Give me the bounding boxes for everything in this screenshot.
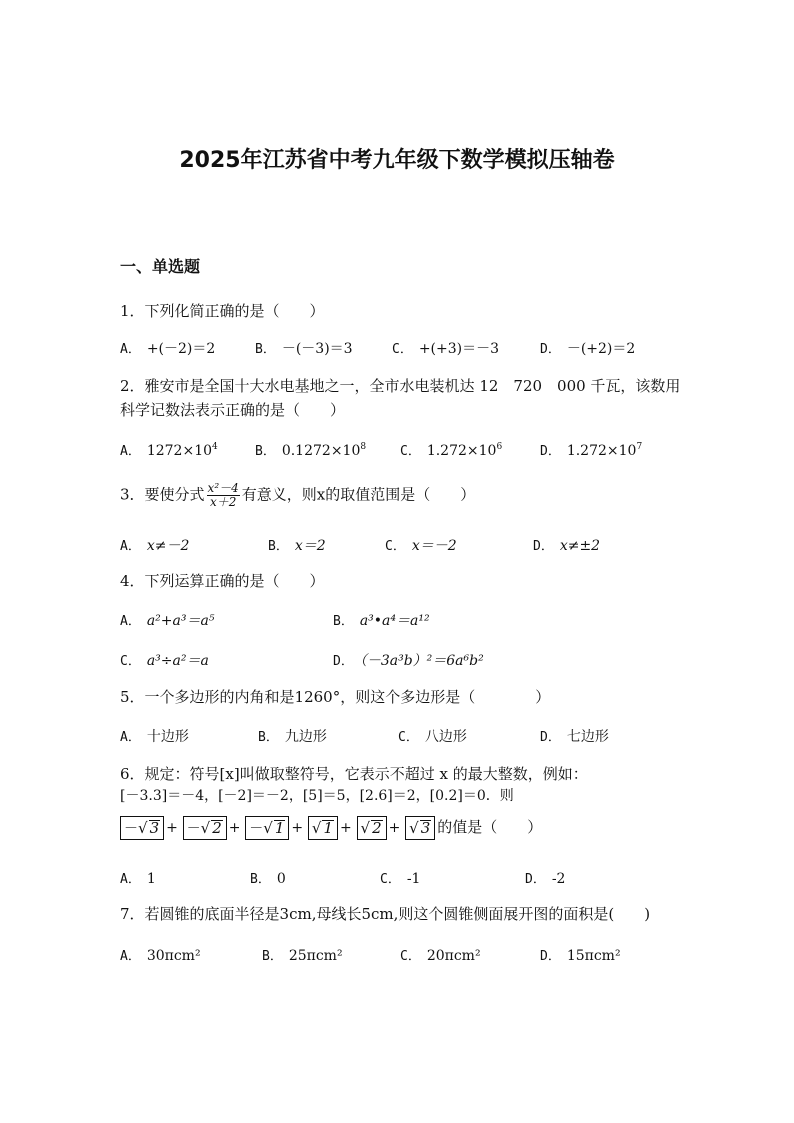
option-value: 九边形 bbox=[284, 729, 327, 745]
exponent: 8 bbox=[360, 442, 367, 452]
option-value: -2 bbox=[551, 871, 566, 887]
floor-bracket-close bbox=[223, 816, 227, 840]
stem-suffix: 有意义，则x的取值范围是（ ） bbox=[241, 485, 476, 504]
option-value: x≠±2 bbox=[559, 538, 601, 554]
question-3-stem bbox=[120, 482, 475, 509]
option-value: 1272×10 bbox=[146, 443, 213, 459]
option-label: B． bbox=[258, 730, 279, 745]
q1-option-d bbox=[540, 338, 635, 358]
q2-option-a bbox=[120, 440, 218, 459]
option-value: x＝－2 bbox=[411, 538, 457, 554]
floor-bracket: √ 3 bbox=[405, 816, 431, 840]
q4-option-b bbox=[333, 610, 430, 630]
option-value: 1 bbox=[146, 871, 156, 887]
q7-option-c bbox=[400, 945, 481, 964]
floor-bracket: －√ 3 bbox=[120, 816, 160, 840]
option-label: D． bbox=[525, 872, 546, 887]
question-2-line1: 2．雅安市是全国十大水电基地之一，全市水电装机达 12 720 000 千瓦，该数用 bbox=[120, 377, 681, 395]
option-value: 八边形 bbox=[424, 729, 467, 745]
floor-bracket: －√ 2 bbox=[183, 816, 223, 840]
option-value: 0.1272×10 bbox=[281, 443, 361, 459]
q5-option-a bbox=[120, 726, 189, 746]
option-value: a³÷a²＝a bbox=[146, 653, 209, 669]
option-label: A． bbox=[120, 730, 141, 745]
option-value: +(+3)＝－3 bbox=[418, 341, 500, 357]
q4-option-a bbox=[120, 610, 214, 630]
floor-bracket-close bbox=[285, 816, 289, 840]
option-value: 1.272×10 bbox=[566, 443, 637, 459]
q2-option-c bbox=[400, 440, 502, 459]
fraction-numerator: x²－4 bbox=[207, 481, 239, 495]
option-label: D． bbox=[540, 730, 561, 745]
option-label: A． bbox=[120, 614, 141, 629]
q2-option-b bbox=[255, 440, 366, 459]
floor-bracket: √ 1 bbox=[308, 816, 334, 840]
option-label: B． bbox=[333, 614, 354, 629]
q5-option-c bbox=[398, 726, 467, 746]
option-value: －(－3)＝3 bbox=[281, 341, 353, 357]
section-heading: 一、单选题 bbox=[120, 257, 201, 276]
option-label: A． bbox=[120, 949, 141, 964]
option-label: D． bbox=[540, 444, 561, 459]
option-value: 25πcm² bbox=[288, 948, 343, 964]
option-value: （－3a³b）²＝6a⁶b² bbox=[359, 653, 484, 669]
floor-bracket-close bbox=[431, 816, 435, 840]
option-value: a³•a⁴＝a¹² bbox=[359, 613, 430, 629]
option-value: x＝2 bbox=[294, 538, 326, 554]
option-label: B． bbox=[255, 444, 276, 459]
option-label: D． bbox=[333, 654, 354, 669]
stem-prefix: 3．要使分式 bbox=[120, 485, 205, 504]
q1-option-c bbox=[392, 338, 499, 358]
page-title: 2025年江苏省中考九年级下数学模拟压轴卷 bbox=[179, 148, 615, 173]
fraction bbox=[207, 482, 240, 509]
question-1-stem: 1．下列化简正确的是（ ） bbox=[120, 302, 325, 320]
q7-option-d bbox=[540, 945, 621, 964]
q6-option-c bbox=[380, 868, 420, 887]
option-value: 1.272×10 bbox=[426, 443, 497, 459]
option-value: 20πcm² bbox=[426, 948, 481, 964]
option-value: x≠－2 bbox=[146, 538, 190, 554]
q7-option-a bbox=[120, 945, 201, 964]
option-label: C． bbox=[400, 444, 421, 459]
option-label: A． bbox=[120, 539, 141, 554]
option-label: B． bbox=[262, 949, 283, 964]
q6-option-a bbox=[120, 868, 156, 887]
q5-option-d bbox=[540, 726, 609, 746]
option-value: -1 bbox=[406, 871, 421, 887]
option-label: A． bbox=[120, 872, 141, 887]
question-2-line2: 科学记数法表示正确的是（ ） bbox=[120, 401, 346, 419]
q2-option-d bbox=[540, 440, 642, 459]
question-7-stem: 7．若圆锥的底面半径是3cm,母线长5cm,则这个圆锥侧面展开图的面积是( ) bbox=[120, 905, 651, 923]
option-value: 七边形 bbox=[566, 729, 609, 745]
option-label: C． bbox=[120, 654, 141, 669]
option-label: A． bbox=[120, 342, 141, 357]
q6-option-b bbox=[250, 868, 286, 887]
exponent: 4 bbox=[212, 442, 218, 452]
option-label: B． bbox=[250, 872, 271, 887]
q1-option-a bbox=[120, 338, 215, 358]
q3-option-d bbox=[533, 535, 600, 554]
floor-bracket-close bbox=[383, 816, 387, 840]
option-label: C． bbox=[398, 730, 419, 745]
fraction-denominator: x＋2 bbox=[209, 495, 237, 509]
stem-suffix: 的值是（ ） bbox=[437, 818, 543, 836]
q3-option-b bbox=[268, 535, 326, 555]
option-label: C． bbox=[385, 539, 406, 554]
option-value: 十边形 bbox=[146, 729, 189, 745]
q4-option-c bbox=[120, 650, 209, 670]
option-value: －(+2)＝2 bbox=[566, 341, 636, 357]
option-label: D． bbox=[533, 539, 554, 554]
question-6-line2: [－3.3]＝－4，[－2]＝－2，[5]＝5，[2.6]＝2，[0.2]＝0．则 bbox=[120, 788, 514, 804]
option-label: B． bbox=[255, 342, 276, 357]
q1-option-b bbox=[255, 338, 353, 358]
option-label: D． bbox=[540, 342, 561, 357]
question-4-stem: 4．下列运算正确的是（ ） bbox=[120, 572, 325, 590]
option-label: D． bbox=[540, 949, 561, 964]
option-value: 0 bbox=[276, 871, 286, 887]
floor-bracket: －√ 1 bbox=[245, 816, 285, 840]
option-value: 15πcm² bbox=[566, 948, 621, 964]
floor-bracket: √ 2 bbox=[357, 816, 383, 840]
option-value: 30πcm² bbox=[146, 948, 201, 964]
option-label: B． bbox=[268, 539, 289, 554]
exponent: 7 bbox=[636, 442, 643, 452]
q4-option-d bbox=[333, 650, 484, 670]
exponent: 6 bbox=[496, 442, 503, 452]
question-6-expression: －√ 3 + －√ 2 + －√ 1 + √ 1 + √ 2 + √ 3 的值是（ ） bbox=[120, 816, 542, 840]
option-label: C． bbox=[400, 949, 421, 964]
q6-option-d bbox=[525, 868, 565, 887]
q3-option-c bbox=[385, 535, 457, 555]
floor-bracket-close bbox=[334, 816, 338, 840]
q3-option-a bbox=[120, 535, 189, 555]
question-6-line1: 6．规定：符号[x]叫做取整符号，它表示不超过 x 的最大整数，例如： bbox=[120, 765, 588, 783]
option-label: A． bbox=[120, 444, 141, 459]
option-value: +(－2)＝2 bbox=[146, 341, 216, 357]
floor-bracket-close bbox=[160, 816, 164, 840]
q5-option-b bbox=[258, 726, 327, 746]
question-5-stem: 5．一个多边形的内角和是1260°，则这个多边形是（ ） bbox=[120, 688, 551, 706]
q7-option-b bbox=[262, 945, 343, 964]
option-label: C． bbox=[380, 872, 401, 887]
option-value: a²+a³＝a⁵ bbox=[146, 613, 215, 629]
option-label: C． bbox=[392, 342, 413, 357]
